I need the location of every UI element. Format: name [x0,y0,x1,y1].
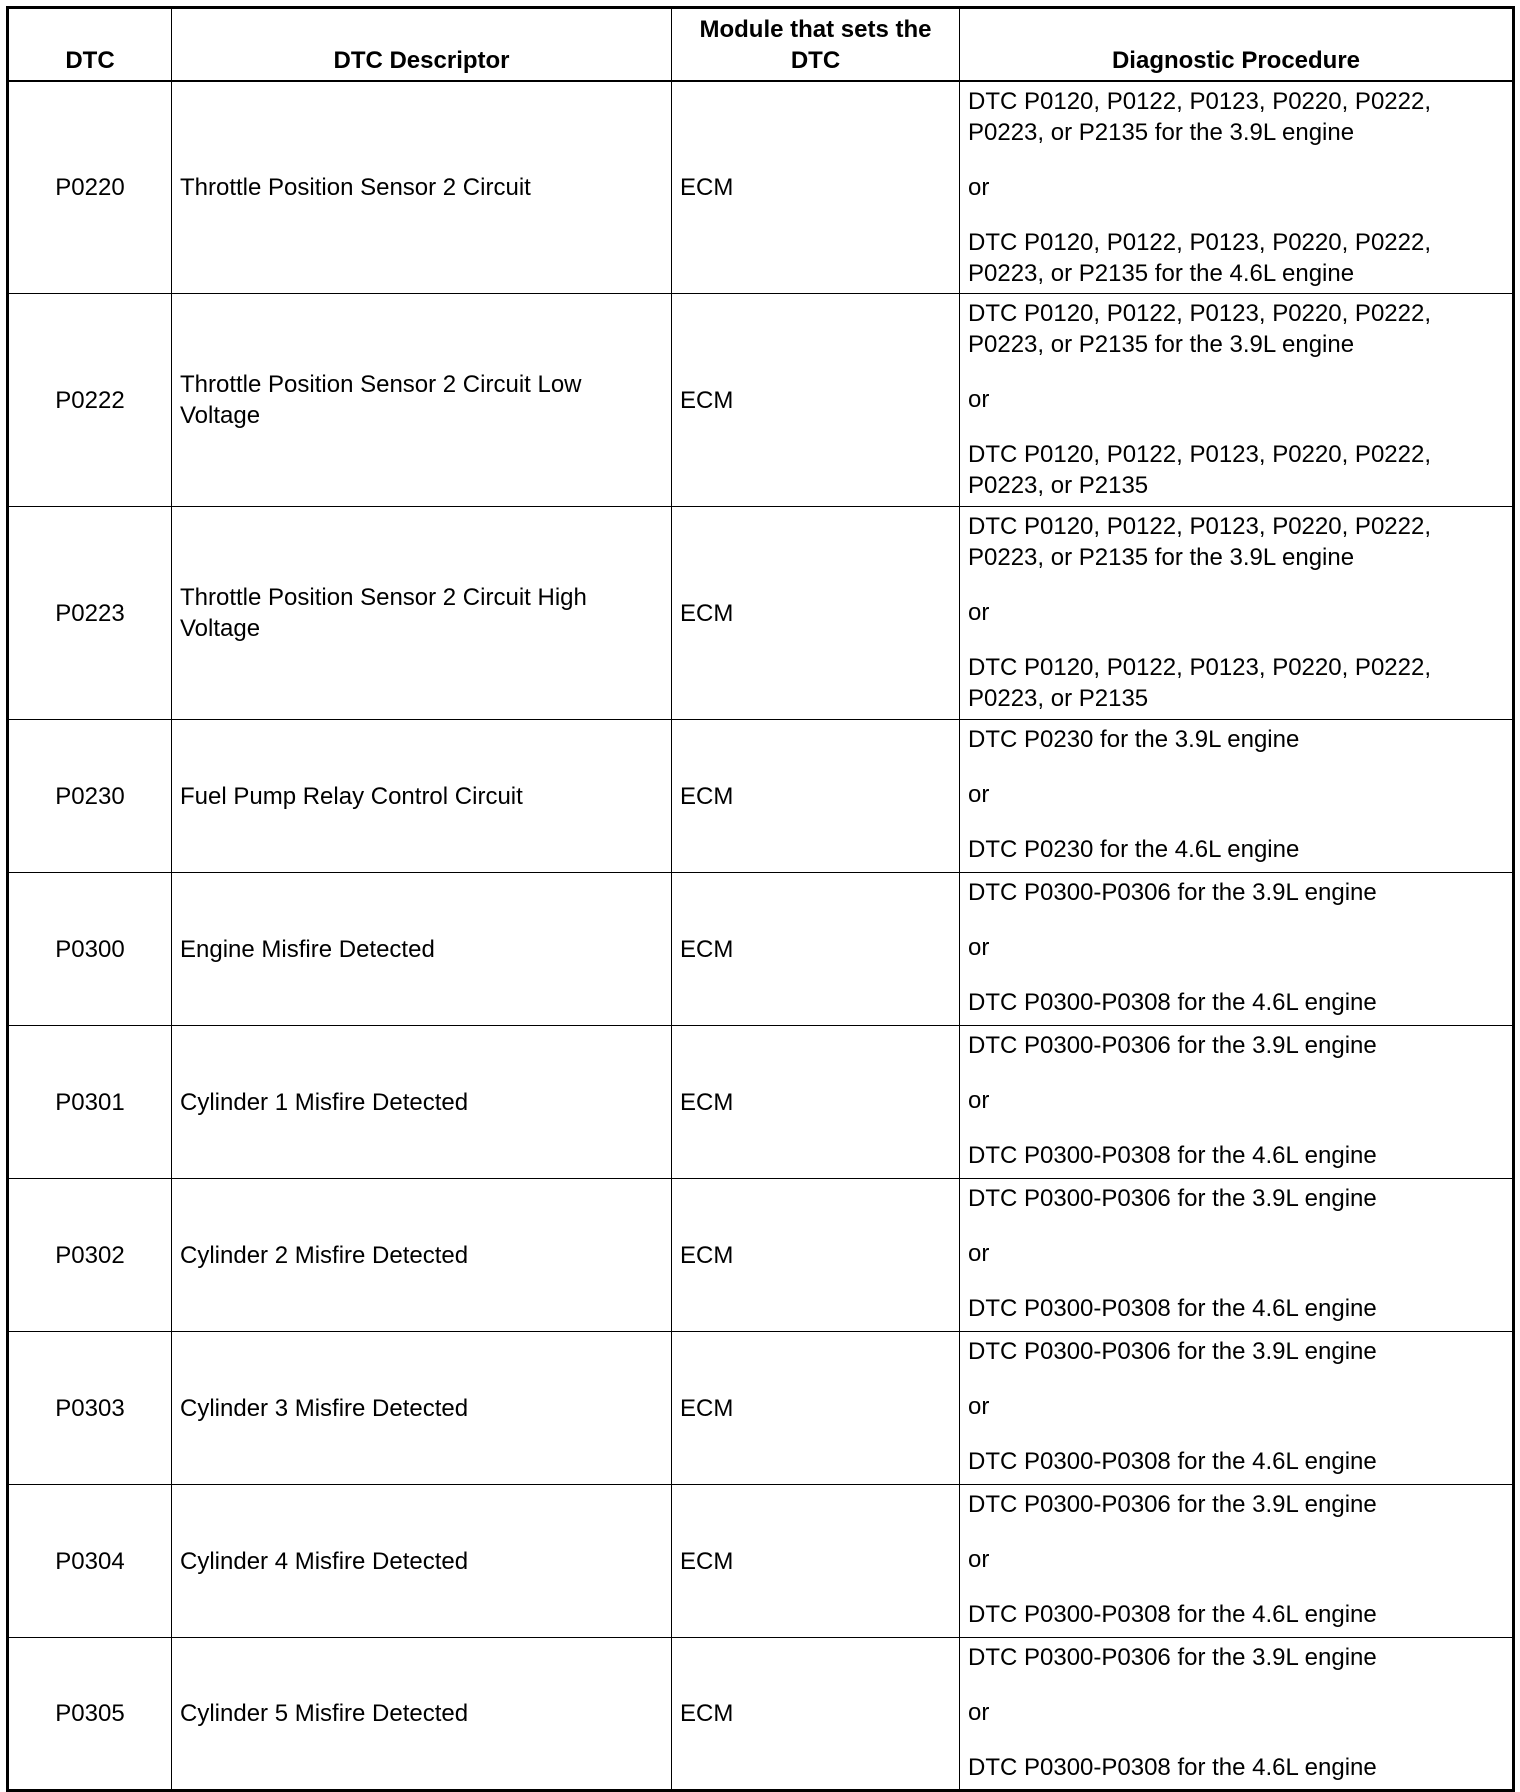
header-procedure: Diagnostic Procedure [960,8,1514,81]
dtc-descriptor: Cylinder 4 Misfire Detected [172,1485,672,1638]
header-row [8,8,1514,81]
diagnostic-procedure [960,1026,1514,1179]
dtc-code: P0220 [8,81,172,294]
table-row [8,1485,1514,1638]
dtc-descriptor: Cylinder 5 Misfire Detected [172,1638,672,1791]
table-body [8,81,1514,1791]
dtc-module: ECM [672,507,960,720]
dtc-descriptor: Fuel Pump Relay Control Circuit [172,720,672,873]
table-row [8,1179,1514,1332]
table-row [8,1332,1514,1485]
dtc-code: P0305 [8,1638,172,1791]
dtc-module: ECM [672,873,960,1026]
procedure-link-alternate[interactable]: DTC P0300-P0308 for the 4.6L engine [968,989,1377,1016]
procedure-link-alternate[interactable]: DTC P0300-P0308 for the 4.6L engine [968,1142,1377,1169]
procedure-link-primary[interactable]: DTC P0120, P0122, P0123, P0220, P0222, P0223, or P2135 for the 3.9L engine [968,87,1431,146]
procedure-link-alternate[interactable]: DTC P0300-P0308 for the 4.6L engine [968,1754,1377,1781]
procedure-or: or [968,1393,990,1420]
header-dtc: DTC [8,8,172,81]
procedure-or: or [968,1699,990,1726]
dtc-code: P0300 [8,873,172,1026]
table-row [8,720,1514,873]
dtc-descriptor: Cylinder 2 Misfire Detected [172,1179,672,1332]
dtc-module: ECM [672,81,960,294]
procedure-link-alternate[interactable]: DTC P0120, P0122, P0123, P0220, P0222, P0223, or P2135 [968,654,1431,712]
procedure-link-alternate[interactable]: DTC P0120, P0122, P0123, P0220, P0222, P0223, or P2135 for the 4.6L engine [968,228,1431,287]
procedure-link-alternate[interactable]: DTC P0300-P0308 for the 4.6L engine [968,1295,1377,1322]
header-module: Module that sets the DTC [672,8,960,81]
procedure-or: or [968,1240,990,1267]
diagnostic-procedure [960,873,1514,1026]
procedure-link-primary[interactable]: DTC P0300-P0306 for the 3.9L engine [968,1032,1377,1059]
procedure-link-primary[interactable]: DTC P0300-P0306 for the 3.9L engine [968,1644,1377,1671]
dtc-module: ECM [672,1026,960,1179]
procedure-or: or [968,599,990,626]
procedure-link-primary[interactable]: DTC P0120, P0122, P0123, P0220, P0222, P0223, or P2135 for the 3.9L engine [968,513,1431,571]
dtc-table [6,6,1515,1792]
dtc-module: ECM [672,1332,960,1485]
dtc-code: P0303 [8,1332,172,1485]
dtc-descriptor: Cylinder 3 Misfire Detected [172,1332,672,1485]
procedure-link-primary[interactable]: DTC P0300-P0306 for the 3.9L engine [968,1185,1377,1212]
dtc-module: ECM [672,1179,960,1332]
procedure-link-alternate[interactable]: DTC P0300-P0308 for the 4.6L engine [968,1601,1377,1628]
dtc-code: P0304 [8,1485,172,1638]
dtc-descriptor: Engine Misfire Detected [172,873,672,1026]
dtc-module: ECM [672,720,960,873]
dtc-descriptor: Cylinder 1 Misfire Detected [172,1026,672,1179]
header-descriptor: DTC Descriptor [172,8,672,81]
dtc-code: P0301 [8,1026,172,1179]
diagnostic-procedure [960,294,1514,507]
dtc-code: P0223 [8,507,172,720]
procedure-link-alternate[interactable]: DTC P0120, P0122, P0123, P0220, P0222, P0223, or P2135 [968,441,1431,499]
table-row [8,81,1514,294]
diagnostic-procedure [960,720,1514,873]
procedure-or: or [968,1546,990,1573]
table-row [8,294,1514,507]
diagnostic-procedure [960,81,1514,294]
dtc-module: ECM [672,1638,960,1791]
dtc-code: P0222 [8,294,172,507]
table-row [8,873,1514,1026]
dtc-descriptor: Throttle Position Sensor 2 Circuit [172,81,672,294]
table-row [8,1026,1514,1179]
dtc-code: P0230 [8,720,172,873]
dtc-module: ECM [672,1485,960,1638]
procedure-link-primary[interactable]: DTC P0300-P0306 for the 3.9L engine [968,1338,1377,1365]
diagnostic-procedure [960,1179,1514,1332]
procedure-or: or [968,173,990,201]
dtc-descriptor: Throttle Position Sensor 2 Circuit High Voltage [172,507,672,720]
procedure-or: or [968,934,990,961]
diagnostic-procedure [960,1638,1514,1791]
table-row [8,507,1514,720]
dtc-descriptor: Throttle Position Sensor 2 Circuit Low Voltage [172,294,672,507]
diagnostic-procedure [960,1332,1514,1485]
procedure-link-primary[interactable]: DTC P0300-P0306 for the 3.9L engine [968,879,1377,906]
dtc-module: ECM [672,294,960,507]
procedure-link-alternate[interactable]: DTC P0300-P0308 for the 4.6L engine [968,1448,1377,1475]
procedure-link-alternate[interactable]: DTC P0230 for the 4.6L engine [968,836,1300,863]
diagnostic-procedure [960,1485,1514,1638]
dtc-code: P0302 [8,1179,172,1332]
diagnostic-procedure [960,507,1514,720]
procedure-link-primary[interactable]: DTC P0120, P0122, P0123, P0220, P0222, P0223, or P2135 for the 3.9L engine [968,300,1431,358]
table-row [8,1638,1514,1791]
procedure-link-primary[interactable]: DTC P0300-P0306 for the 3.9L engine [968,1491,1377,1518]
procedure-or: or [968,386,990,413]
procedure-or: or [968,781,990,808]
table-header [8,8,1514,81]
procedure-or: or [968,1087,990,1114]
procedure-link-primary[interactable]: DTC P0230 for the 3.9L engine [968,726,1300,753]
